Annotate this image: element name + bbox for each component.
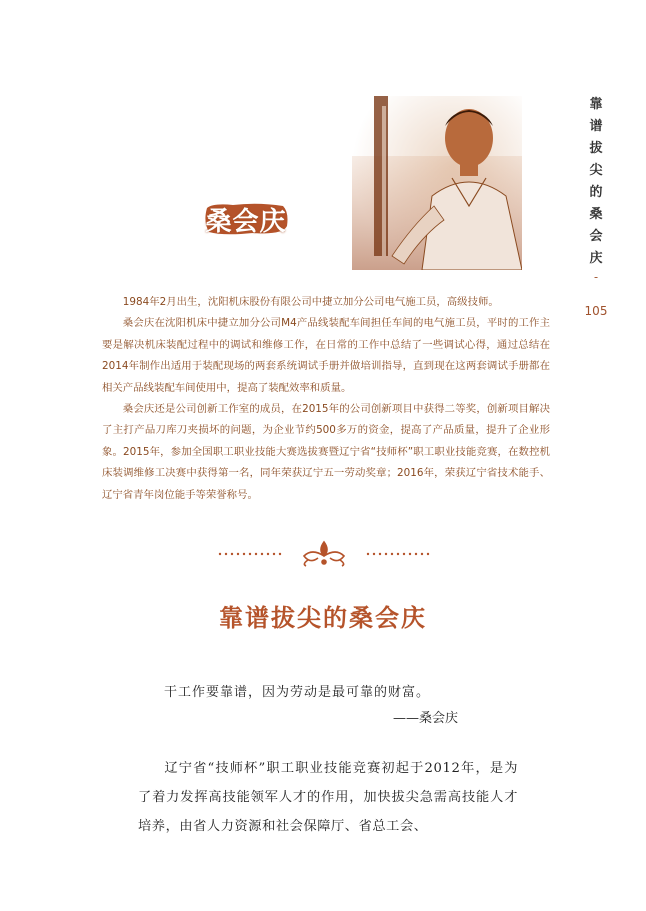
article-body: [138, 754, 518, 841]
portrait-photo: [352, 96, 522, 270]
epigraph-author: ——桑会庆: [393, 711, 459, 726]
article-title: 靠谱拔尖的桑会庆: [219, 603, 427, 632]
bio-section: [102, 292, 550, 506]
name-badge-text: 桑会庆: [205, 206, 287, 237]
flourish-icon: [304, 542, 344, 566]
page-number: 105: [584, 304, 608, 318]
side-header-dash: -: [593, 270, 599, 284]
ornament-divider: [216, 538, 432, 568]
bio-paragraph: 桑会庆还是公司创新工作室的成员，在2015年的公司创新项目中获得二等奖，创新项目解决了主打产品刀库刀夹损坏的问题，为企业节约500多万的资金，提高了产品质量，提升了企业形象。2015年，参加全国职工职业技能大赛选拔赛暨辽宁省“技师杯”职工职业技能竞赛，在数控机床装调维修工决赛中获得第一名，同年荣获辽宁五一劳动奖章；2016年，荣获辽宁省技术能手、辽宁省青年岗位能手等荣誉称号。: [102, 403, 550, 501]
epigraph-quote: 干工作要靠谱，因为劳动是最可靠的财富。: [164, 685, 431, 700]
side-header-title: 靠谱拔尖的桑会庆: [589, 97, 603, 266]
bio-paragraph: 1984年2月出生，沈阳机床股份有限公司中捷立加分公司电气施工员，高级技师。: [122, 296, 499, 308]
name-badge: [203, 202, 289, 236]
bio-paragraph: 桑会庆在沈阳机床中捷立加分公司M4产品线装配车间担任车间的电气施工员，平时的工作主要是解决机床装配过程中的调试和维修工作，在日常的工作中总结了一些调试心得，通过总结在2014年制作出适用于装配现场的两套系统调试手册并做培训指导，直到现在这两套调试手册都在相关产品线装配车间使用中，提高了装配效率和质量。: [102, 317, 550, 394]
article-paragraph: 辽宁省“技师杯”职工职业技能竞赛初起于2012年，是为了着力发挥高技能领军人才的作用，加快拔尖急需高技能人才培养，由省人力资源和社会保障厅、省总工会、: [138, 761, 518, 834]
